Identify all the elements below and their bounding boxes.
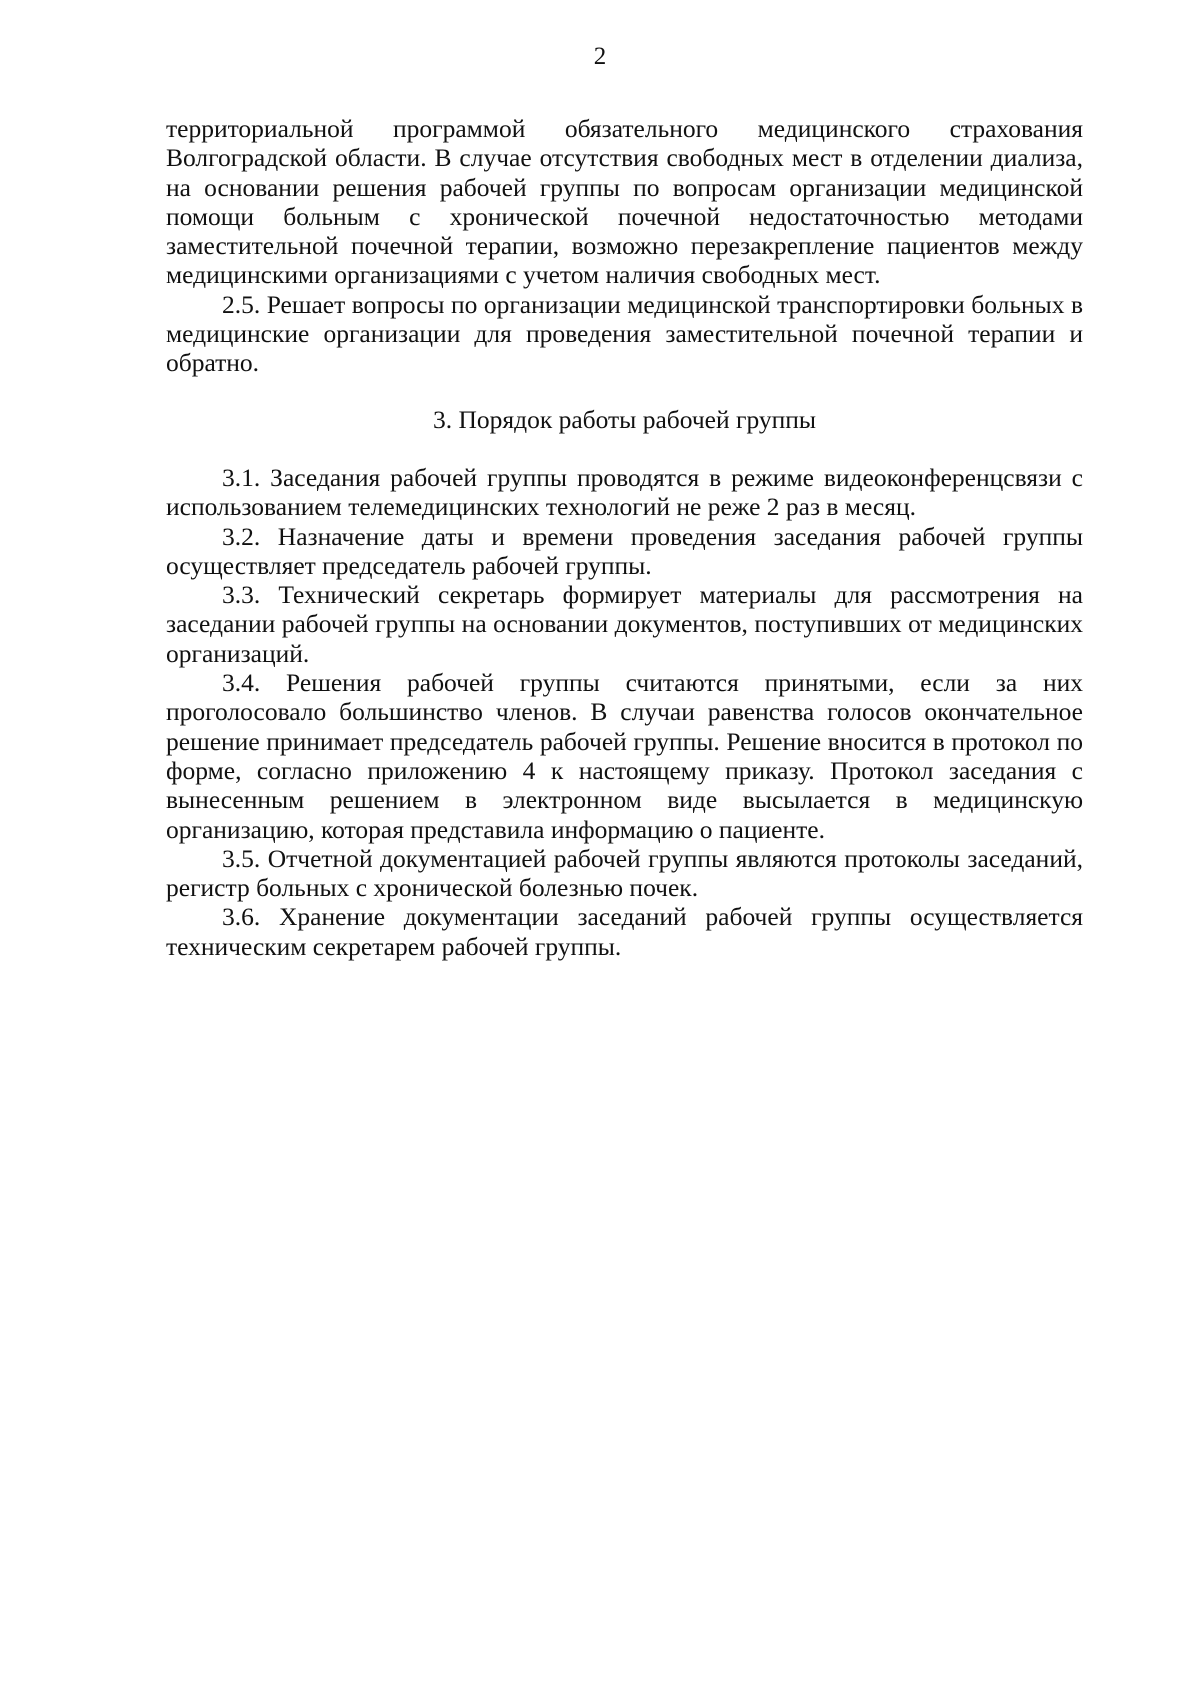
section-heading: 3. Порядок работы рабочей группы <box>432 404 817 434</box>
page-number: 2 <box>593 43 607 70</box>
paragraph-3-1: 3.1. Заседания рабочей группы проводятся в режиме видеоконференцсвязи с использованием телемедицинских технологий не реже 2 раз в месяц. <box>166 462 1083 522</box>
paragraph-3-2: 3.2. Назначение даты и времени проведения заседания рабочей группы осуществляет председатель рабочей группы. <box>166 521 1083 580</box>
paragraph-2-5: 2.5. Решает вопросы по организации медицинской транспортировки больных в медицинские организации для проведения заместительной почечной терапии и обратно. <box>166 289 1083 378</box>
paragraph-continuation: территориальной программой обязательного медицинского страхования Волгоградской области. В случае отсутствия свободных мест в отделении диализа, на основании решения рабочей группы по вопросам организации медицинской помощи больным с хронической почечной недостаточностью методами заместительной почечной терапии, возможно перезакрепление пациентов между медицинскими организациями с учетом наличия свободных мест. <box>166 114 1083 290</box>
paragraph-3-5: 3.5. Отчетной документацией рабочей группы являются протоколы заседаний, регистр больных с хронической болезнью почек. <box>166 843 1083 903</box>
document-body <box>166 114 1083 961</box>
paragraph-3-6: 3.6. Хранение документации заседаний рабочей группы осуществляется техническим секретарем рабочей группы. <box>166 902 1083 961</box>
paragraph-3-4: 3.4. Решения рабочей группы считаются принятыми, если за них проголосовало большинство членов. В случаи равенства голосов окончательное решение принимает председатель рабочей группы. Решение вносится в протокол по форме, согласно приложению 4 к настоящему приказу. Протокол заседания с вынесенным решением в электронном виде высылается в медицинскую организацию, которая представила информацию о пациенте. <box>166 668 1083 844</box>
paragraph-3-3: 3.3. Технический секретарь формирует материалы для рассмотрения на заседании рабочей группы на основании документов, поступивших от медицинских организаций. <box>166 580 1083 668</box>
